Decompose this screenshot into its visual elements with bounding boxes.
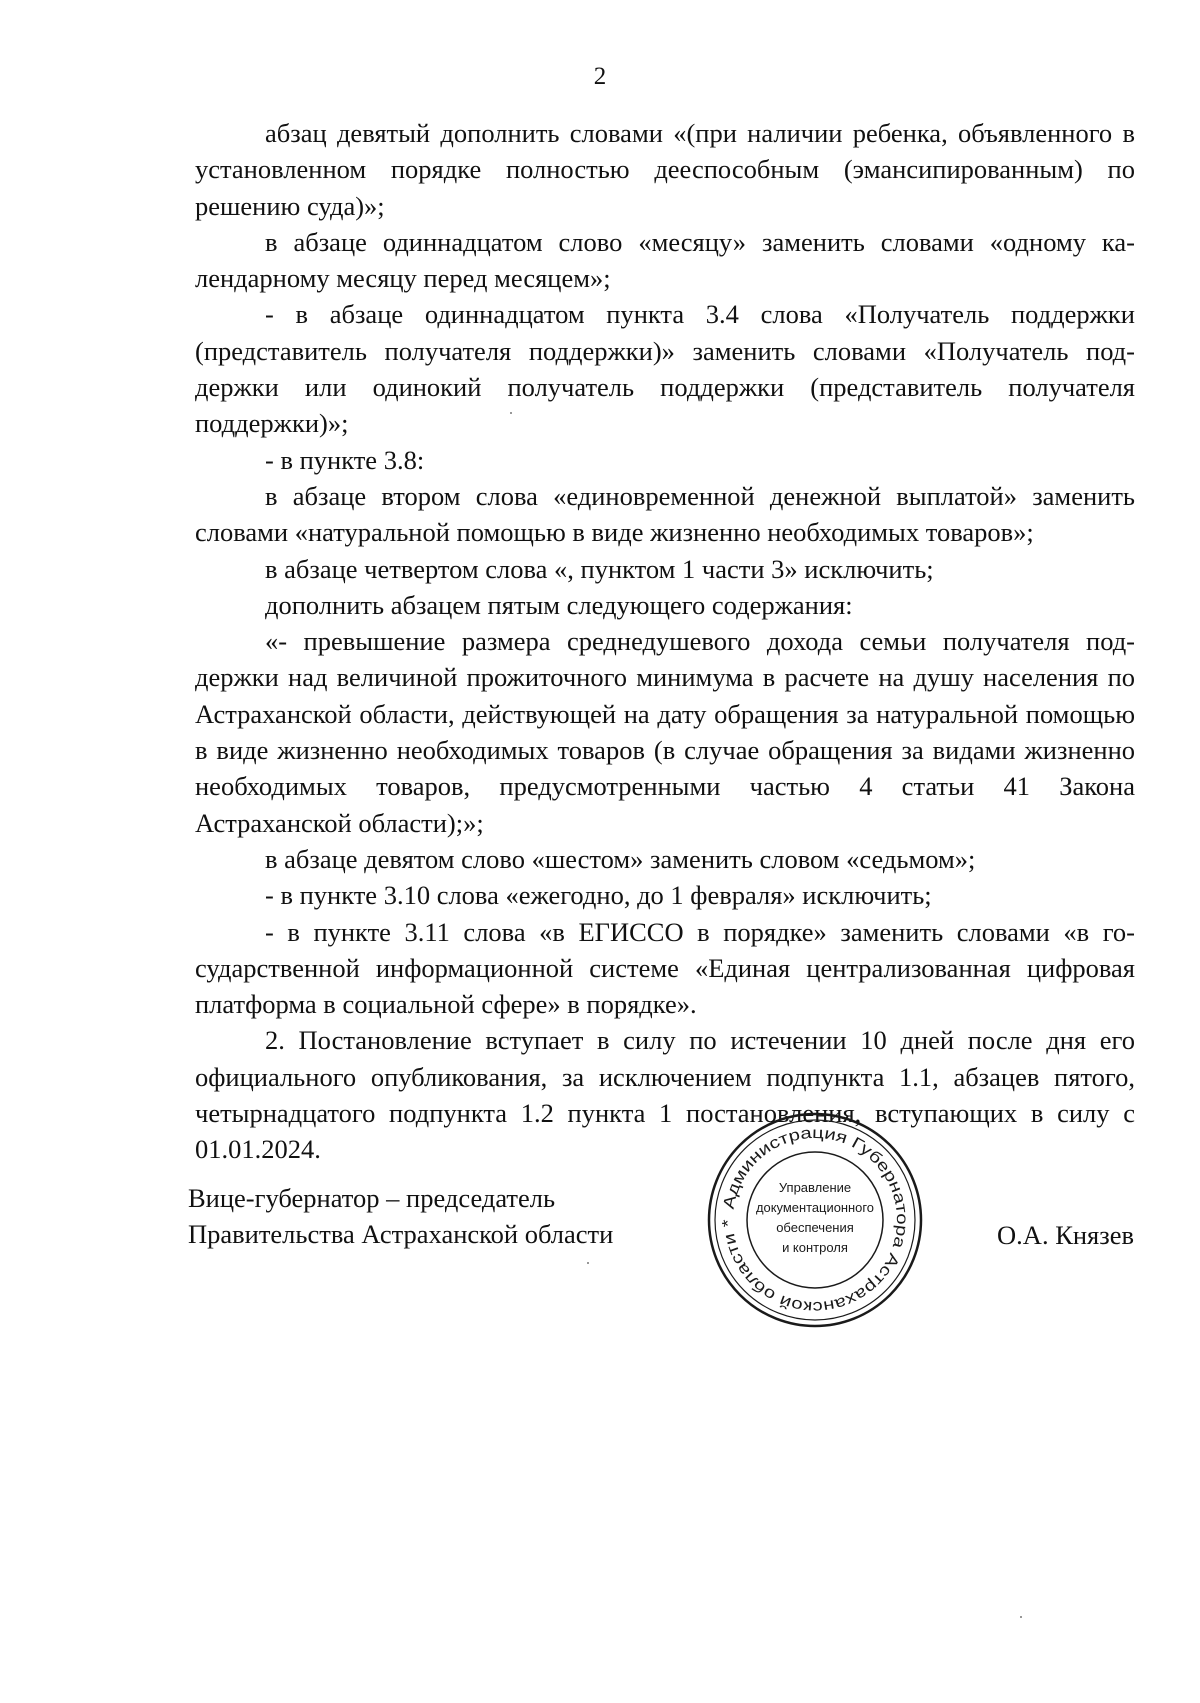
stamp-inner-line-4: и контроля [782, 1240, 848, 1255]
paragraph: в абзаце девятом слово «шестом» заменить словом «седьмом»; [265, 843, 976, 874]
document-body [195, 115, 1135, 1168]
signer-name: О.А. Князев [997, 1220, 1134, 1250]
scan-speck [587, 1262, 589, 1264]
paragraph: 2. Постановление вступает в силу по истечении 10 дней после дня его официального опубликования, за исключением подпункта 1.1, абзацев пятого, четырнадцатого подпункта 1.2 пункта 1 постановления, вступающих в силу с 01.01.2024. [195, 1025, 1135, 1165]
paragraph: в абзаце одиннадцатом слово «месяцу» заменить словами «одному календарному месяцу перед месяцем»; [195, 226, 1135, 294]
page-number: 2 [593, 63, 607, 90]
official-stamp [705, 1110, 925, 1330]
paragraph: - в пункте 3.11 слова «в ЕГИССО в порядке» заменить словами «в государственной информационной системе «Единая централизованная цифровая платформа в социальной сфере» в порядке». [195, 916, 1135, 1020]
paragraph: - в пункте 3.10 слова «ежегодно, до 1 февраля» исключить; [265, 880, 932, 911]
paragraph: - в абзаце одиннадцатом пункта 3.4 слова «Получатель поддержки (представитель получателя поддержки)» заменить словами «Получатель поддержки или одинокий получатель поддержки (представитель получателя поддержки)»; [195, 299, 1135, 439]
scan-speck [510, 412, 512, 414]
stamp-ring-text: Администрация Губернатора Астраханской области * [719, 1124, 911, 1316]
scan-speck [1020, 1616, 1022, 1618]
stamp-inner-line-3: обеспечения [776, 1220, 854, 1235]
paragraph: в абзаце четвертом слова «, пунктом 1 части 3» исключить; [265, 553, 934, 584]
paragraph: дополнить абзацем пятым следующего содержания: [265, 589, 853, 620]
signer-position-line-2: Правительства Астраханской области [188, 1219, 614, 1249]
paragraph: «- превышение размера среднедушевого дохода семьи получателя поддержки над величиной прожиточного минимума в расчете на душу населения по Астраханской области, действующей на дату обращения за натуральной помощью в виде жизненно необходимых товаров (в случае обращения за видами жизненно необходимых товаров, предусмотренными частью 4 статьи 41 Закона Астраханской области);»; [195, 626, 1135, 838]
paragraph: в абзаце втором слова «единовременной денежной выплатой» заменить словами «натуральной помощью в виде жизненно необходимых товаров»; [195, 480, 1135, 548]
paragraph: - в пункте 3.8: [265, 444, 425, 475]
signature-block [188, 1180, 613, 1252]
stamp-inner-line-2: документационного [756, 1200, 874, 1215]
stamp-inner-line-1: Управление [778, 1180, 852, 1195]
paragraph: абзац девятый дополнить словами «(при наличии ребенка, объявленного в установленном порядке полностью дееспособным (эмансипированным) по решению суда)»; [195, 118, 1135, 221]
signer-position-line-1: Вице-губернатор – председатель [188, 1183, 556, 1213]
